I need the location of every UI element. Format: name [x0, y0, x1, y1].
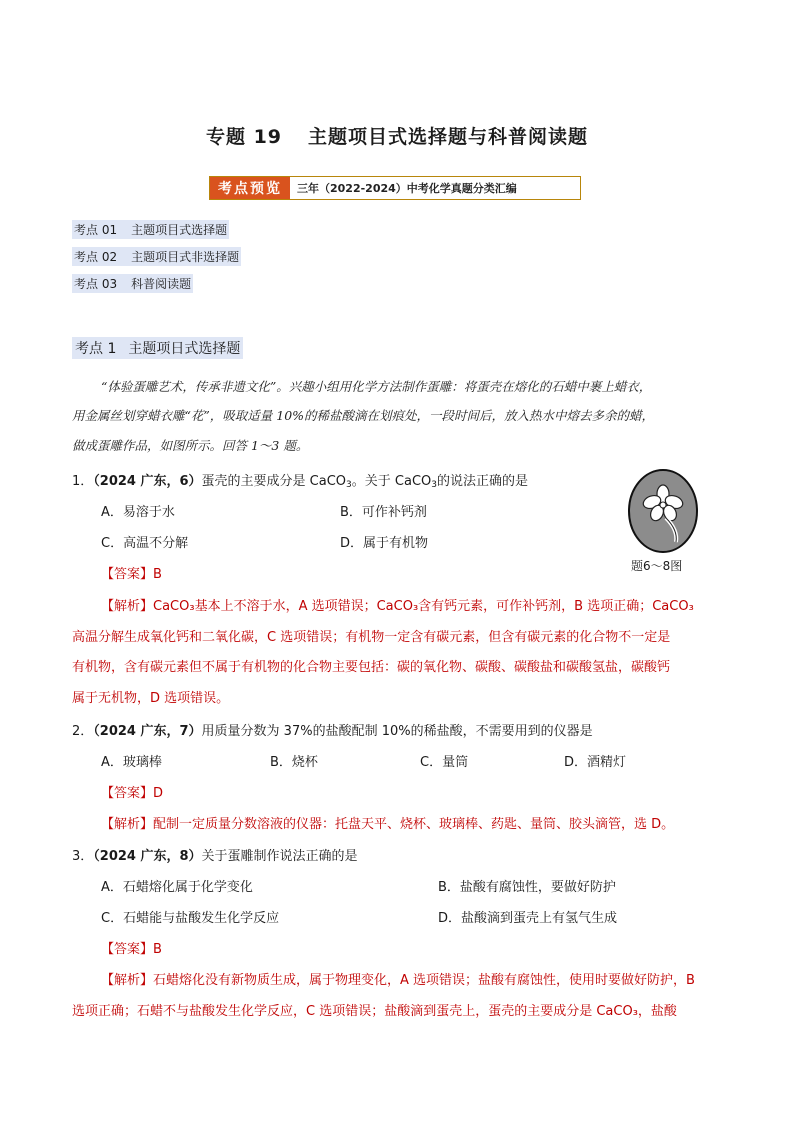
subscript: 3	[431, 480, 438, 490]
explain-2-line-1	[101, 813, 674, 832]
flower-egg-icon	[626, 468, 700, 554]
toc-label: 科普阅读题	[131, 277, 192, 291]
section-code: 考点 1	[75, 341, 117, 357]
option-a[interactable]: A．易溶于水	[101, 505, 175, 520]
question-1-stem	[72, 470, 528, 490]
option-b[interactable]: B．可作补钙剂	[340, 505, 427, 520]
stem-part: 关于蛋雕制作说法正确的是	[201, 849, 358, 864]
banner-tag: 考点预览	[210, 177, 290, 199]
explain-3-line-1	[101, 969, 695, 988]
intro-line-1: “体验蛋雕艺术，传承非遗文化”。兴趣小组用化学方法制作蛋雕：将蛋壳在熔化的石蜡中裹上蜡衣，	[101, 379, 652, 394]
explain-1-line-3: 有机物，含有碳元素但不属于有机物的化合物主要包括：碳的氧化物、碳酸、碳酸盐和碳酸氢盐，碳酸钙	[72, 660, 671, 675]
title-number: 专题 19	[205, 126, 283, 148]
section-label: 主题项日式选择题	[128, 341, 241, 357]
answer-3	[101, 938, 162, 957]
stem-part: 。关于 CaCO	[351, 474, 432, 489]
answer-label: 【答案】	[101, 567, 154, 582]
answer-value: B	[153, 942, 162, 957]
subscript: 3	[346, 480, 352, 490]
option-d[interactable]: D．盐酸滴到蛋壳上有氢气生成	[438, 911, 618, 926]
explain-text: 配制一定质量分数溶液的仪器：托盘天平、烧杯、玻璃棒、药匙、量筒、胶头滴管，选 D。	[153, 817, 675, 832]
intro-line-2: 用金属丝划穿蜡衣雕“花”，吸取适量 10%的稀盐酸滴在划痕处，一段时间后，放入热水中熔去多余的蜡，	[72, 408, 655, 423]
toc-item-3[interactable]	[72, 274, 193, 293]
toc-code: 考点 03	[74, 277, 118, 291]
explain-label: 【解析】	[101, 599, 154, 614]
question-2-stem	[72, 720, 593, 739]
explain-label: 【解析】	[101, 817, 154, 832]
question-source: （2024 广东，6）	[93, 474, 202, 489]
toc-item-1[interactable]	[72, 220, 229, 239]
answer-2	[101, 782, 163, 801]
option-b[interactable]: B．盐酸有腐蚀性，要做好防护	[438, 880, 616, 895]
question-source: （2024 广东，7）	[93, 724, 202, 739]
stem-part: 蛋壳的主要成分是 CaCO	[201, 474, 347, 489]
question-number: 2．	[72, 724, 94, 739]
preview-banner	[209, 176, 581, 200]
question-3-stem	[72, 845, 358, 864]
page-title	[0, 122, 794, 149]
answer-label: 【答案】	[101, 942, 154, 957]
answer-value: D	[153, 786, 164, 801]
section-heading	[72, 337, 243, 359]
option-c[interactable]: C．石蜡能与盐酸发生化学反应	[101, 911, 280, 926]
question-source: （2024 广东，8）	[93, 849, 202, 864]
option-d[interactable]: D．酒精灯	[564, 755, 627, 770]
option-d[interactable]: D．属于有机物	[340, 536, 429, 551]
intro-line-3: 做成蛋雕作品，如图所示。回答 1～3 题。	[72, 438, 309, 453]
stem-part: 用质量分数为 37%的盐酸配制 10%的稀盐酸，不需要用到的仪器是	[201, 724, 593, 739]
option-a[interactable]: A．玻璃棒	[101, 755, 162, 770]
option-b[interactable]: B．烧杯	[270, 755, 318, 770]
explain-1-line-2: 高温分解生成氧化钙和二氧化碳，C 选项错误；有机物一定含有碳元素，但含有碳元素的化合物不一定是	[72, 630, 671, 645]
toc-item-2[interactable]	[72, 247, 241, 266]
option-a[interactable]: A．石蜡熔化属于化学变化	[101, 880, 253, 895]
explain-3-line-2: 选项正确；石蜡不与盐酸发生化学反应，C 选项错误；盐酸滴到蛋壳上，蛋壳的主要成分是 CaCO₃，盐酸	[72, 1004, 677, 1019]
toc-label: 主题项目式选择题	[131, 223, 228, 237]
option-c[interactable]: C．高温不分解	[101, 536, 189, 551]
explain-text: CaCO₃基本上不溶于水，A 选项错误；CaCO₃含有钙元素，可作补钙剂，B 选项正确；CaCO₃	[153, 599, 694, 614]
toc-label: 主题项目式非选择题	[131, 250, 240, 264]
question-number: 1．	[72, 474, 94, 489]
explain-text: 石蜡熔化没有新物质生成，属于物理变化，A 选项错误；盐酸有腐蚀性，使用时要做好防护，B	[153, 973, 695, 988]
banner-desc: 三年（2022-2024）中考化学真题分类汇编	[297, 182, 517, 195]
stem-part: 的说法正确的是	[437, 474, 529, 489]
title-text: 主题项目式选择题与科普阅读题	[308, 126, 589, 148]
explain-1-line-4: 属于无机物，D 选项错误。	[72, 691, 230, 706]
toc-code: 考点 02	[74, 250, 118, 264]
answer-label: 【答案】	[101, 786, 154, 801]
explain-label: 【解析】	[101, 973, 154, 988]
option-c[interactable]: C．量筒	[420, 755, 469, 770]
answer-value: B	[153, 567, 162, 582]
figure-caption: 题6～8图	[631, 559, 683, 573]
answer-1	[101, 563, 162, 582]
question-number: 3．	[72, 849, 94, 864]
explain-1-line-1	[101, 595, 694, 614]
toc-code: 考点 01	[74, 223, 118, 237]
